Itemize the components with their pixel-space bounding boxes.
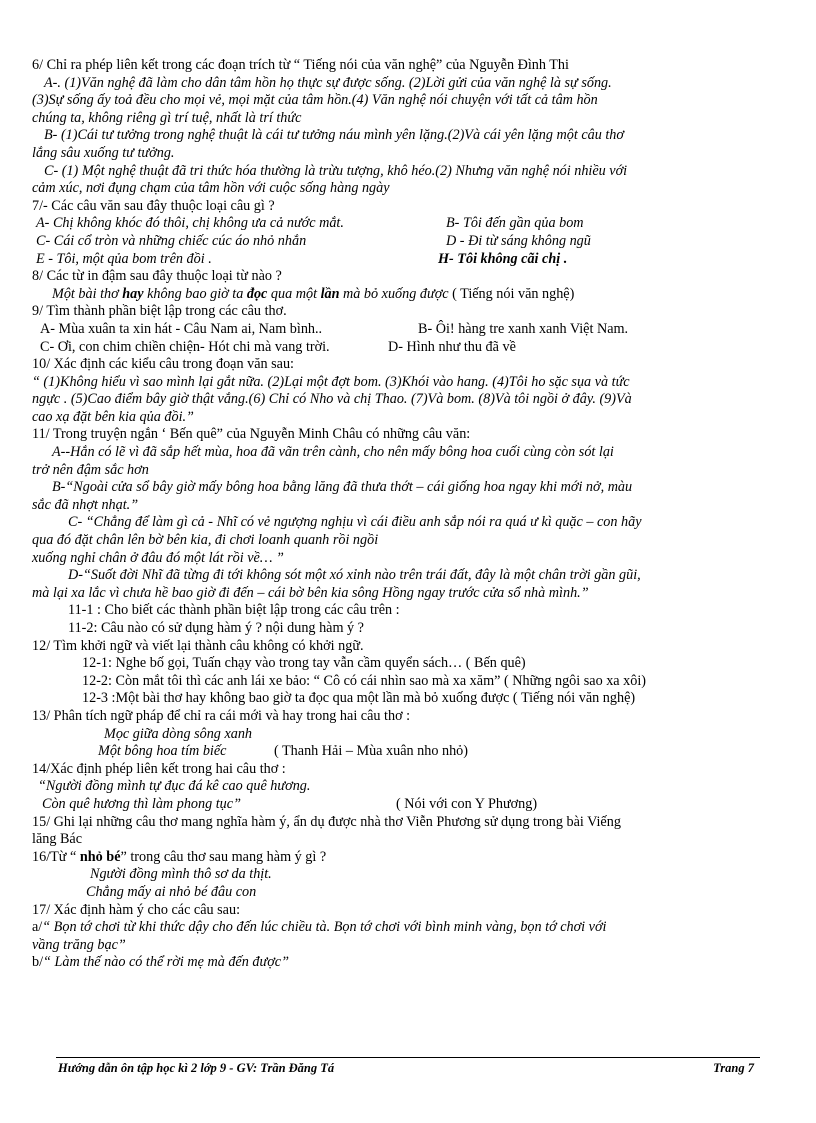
q16-bold-word: nhỏ bé (79, 848, 121, 865)
q13-title: 13/ Phân tích ngữ pháp để chỉ ra cái mới và hay trong hai câu thơ : (32, 707, 411, 724)
q7-title: 7/- Các câu văn sau đây thuộc loại câu gì ? (32, 197, 275, 214)
q8-text: qua một (267, 285, 321, 302)
q10-passage-cont: cao xạ đặt bên kia qủa đồi.” (32, 408, 194, 425)
q13-verse-2-row (32, 743, 772, 761)
q8-source: ( Tiếng nói văn nghệ) (448, 285, 575, 302)
q14-title: 14/Xác định phép liên kết trong hai câu thơ : (32, 760, 286, 777)
q17-title: 17/ Xác định hàm ý cho các câu sau: (32, 901, 241, 918)
q11-option-d-cont: mà lại xa lắc vì chưa hề bao giờ đi đến – cái bờ bên kia sông Hồng ngay trước cửa sổ nhà mình.” (32, 584, 589, 601)
q9-row-2 (32, 339, 772, 357)
q9-title: 9/ Tìm thành phần biệt lập trong các câu thơ. (32, 303, 287, 320)
q7-option-h: H- Tôi không cãi chị . (438, 250, 568, 267)
footer-divider (56, 1057, 760, 1058)
q11-title: 11/ Trong truyện ngắn ‘ Bến quê” của Nguyễn Minh Châu có những câu văn: (32, 426, 471, 443)
q9-row-1 (32, 321, 772, 339)
q14-source: ( Nói với con Y Phương) (396, 795, 538, 812)
footer-title: Hướng dẫn ôn tập học kì 2 lớp 9 - GV: Trần Đăng Tá (58, 1061, 335, 1075)
q7-option-b: B- Tôi đến gần qủa bom (446, 215, 584, 232)
q9-option-d: D- Hình như thu đã về (388, 338, 516, 355)
q16-text: ” trong câu thơ sau mang hàm ý gì ? (120, 848, 327, 865)
q17-item-a-cont: vầng trăng bạc” (32, 936, 126, 953)
q7-row-2 (32, 233, 772, 251)
q6-option-b: B- (1)Cái tư tưởng trong nghệ thuật là cái tư tưởng náu mình yên lặng.(2)Và cái yên lặng một câu thơ (44, 127, 624, 144)
q16-text: 16/Từ “ (32, 848, 80, 865)
q10-passage-cont: ngực . (5)Cao điểm bây giờ thật vắng.(6) Chỉ có Nho và chị Thao. (7)Và bom. (8)Và tôi ngồi ở đây. (9)Và (32, 391, 632, 408)
q8-bold-word: lần (320, 285, 340, 302)
q9-option-b: B- Ôi! hàng tre xanh xanh Việt Nam. (418, 320, 629, 337)
q17-text-b: “ Làm thế nào có thể rời mẹ mà đến được” (43, 954, 289, 971)
q16-verse-2: Chẳng mấy ai nhỏ bé đâu con (86, 883, 257, 900)
q11-option-b-cont: sắc đã nhợt nhạt.” (32, 496, 139, 513)
q13-source: ( Thanh Hải – Mùa xuân nho nhỏ) (274, 743, 468, 760)
q11-option-b: B-“Ngoài cửa sổ bây giờ mấy bông hoa bằng lăng đã thưa thớt – cái giống hoa ngay khi mới nở, màu (52, 479, 633, 496)
q6-option-a-cont: (3)Sự sống ấy toả đều cho mọi vẻ, mọi mặt của tâm hồn.(4) Văn nghệ nói chuyện với tất cả tâm hồn (32, 92, 598, 109)
q12-subquestion-2: 12-2: Còn mắt tôi thì các anh lái xe bảo: “ Cô có cái nhìn sao mà xa xăm” ( Những ngôi sao xa xôi) (82, 672, 647, 689)
q16-title (32, 849, 772, 867)
q11-option-c-cont: xuống nghỉ chân ở đâu đó một lát rồi về… ” (32, 549, 284, 566)
q8-text: mà bỏ xuống được (339, 285, 449, 302)
page-number: Trang 7 (713, 1061, 754, 1075)
q17-item-b (32, 954, 772, 972)
page-footer (58, 1061, 754, 1076)
q7-option-c: C- Cái cổ tròn và những chiếc cúc áo nhỏ nhắn (36, 232, 307, 249)
q8-bold-word: hay (122, 285, 144, 302)
q10-passage: “ (1)Không hiểu vì sao mình lại gắt nữa. (2)Lại một đợt bom. (3)Khói vào hang. (4)Tôi ho sặc sụa và tức (32, 373, 630, 390)
q17-label-b: b/ (32, 954, 44, 971)
q6-option-a: A-. (1)Văn nghệ đã làm cho dân tâm hồn họ thực sự được sống. (2)Lời gửi của văn nghệ là sự sống. (44, 74, 612, 91)
q12-subquestion-3: 12-3 :Một bài thơ hay không bao giờ ta đọc qua một lần mà bỏ xuống được ( Tiếng nói văn nghệ) (82, 690, 636, 707)
q14-verse-2: Còn quê hương thì làm phong tục” (42, 795, 241, 812)
q14-verse-2-row (32, 796, 772, 814)
document-page (32, 57, 772, 972)
q6-option-c-cont: cảm xúc, nơi đụng chạm của tâm hồn với cuộc sống hàng ngày (32, 180, 390, 197)
q13-verse-2: Một bông hoa tím biếc (98, 743, 227, 760)
q15-title: 15/ Ghi lại những câu thơ mang nghĩa hàm ý, ẩn dụ được nhà thơ Viễn Phương sử dụng trong bài Viếng (32, 813, 621, 830)
q17-label-a: a/ (32, 919, 43, 936)
q6-option-c: C- (1) Một nghệ thuật đã tri thức hóa thường là trừu tượng, khô héo.(2) Nhưng văn nghệ nói nhiều với (44, 162, 628, 179)
q11-option-c-cont: qua đó đặt chân lên bờ bên kia, đi chơi loanh quanh rồi ngồi (32, 532, 379, 549)
q11-option-a: A--Hắn có lẽ vì đã sắp hết mùa, hoa đã vãn trên cành, cho nên mấy bông hoa cuối cùng còn sót lại (52, 444, 614, 461)
q12-subquestion-1: 12-1: Nghe bố gọi, Tuấn chạy vào trong tay vẫn cầm quyển sách… ( Bến quê) (82, 655, 526, 672)
q8-text: không bao giờ ta (143, 285, 247, 302)
q7-option-a: A- Chị không khóc đó thôi, chị không ưa cả nước mắt. (36, 215, 344, 232)
q12-title: 12/ Tìm khởi ngữ và viết lại thành câu không có khởi ngữ. (32, 637, 364, 654)
q13-verse-1: Mọc giữa dòng sông xanh (104, 725, 253, 742)
q6-title: 6/ Chỉ ra phép liên kết trong các đoạn trích từ “ Tiếng nói của văn nghệ” của Nguyễn Đình Thi (32, 57, 569, 73)
q11-option-a-cont: trở nên đậm sắc hơn (32, 461, 149, 478)
q16-verse-1: Người đồng mình thô sơ da thịt. (90, 866, 272, 883)
q11-option-d: D-“Suốt đời Nhĩ đã từng đi tới không sót một xó xỉnh nào trên trái đất, đây là một chân trời gần gũi, (68, 567, 641, 584)
q8-title: 8/ Các từ in đậm sau đây thuộc loại từ nào ? (32, 268, 282, 285)
q11-option-c: C- “Chẳng để làm gì cả - Nhĩ có vẻ ngượng nghịu vì cái điều anh sắp nói ra quá ư kì quặc – con hãy (68, 514, 642, 531)
q6-option-b-cont: lắng sâu xuống tư tưởng. (32, 144, 175, 161)
q9-option-c: C- Ơi, con chim chiền chiện- Hót chi mà vang trời. (40, 338, 330, 355)
q7-option-d: D - Đi từ sáng không ngũ (446, 232, 591, 249)
q8-sentence (32, 286, 772, 304)
q9-option-a: A- Mùa xuân ta xin hát - Câu Nam ai, Nam bình.. (40, 320, 323, 337)
q8-bold-word: đọc (246, 285, 268, 302)
q7-option-e: E - Tôi, một qủa bom trên đồi . (36, 250, 212, 267)
q11-subquestion-1: 11-1 : Cho biết các thành phần biệt lập trong các câu trên : (68, 602, 400, 619)
q6-option-a-cont: chúng ta, không riêng gì trí tuệ, nhất là trí thức (32, 109, 302, 126)
q8-text: Một bài thơ (52, 285, 123, 302)
q15-title-cont: lăng Bác (32, 831, 83, 848)
q17-text-a: “ Bọn tớ chơi từ khi thức dậy cho đến lúc chiều tà. Bọn tớ chơi với bình minh vàng, bọn tớ chơi với (42, 919, 607, 936)
q7-row-3 (32, 251, 772, 269)
q10-title: 10/ Xác định các kiểu câu trong đoạn văn sau: (32, 356, 294, 373)
q7-row-1 (32, 215, 772, 233)
q17-item-a (32, 919, 772, 937)
q14-verse-1: “Người đồng mình tự đục đá kê cao quê hương. (38, 778, 311, 795)
q11-subquestion-2: 11-2: Câu nào có sử dụng hàm ý ? nội dung hàm ý ? (68, 620, 364, 636)
